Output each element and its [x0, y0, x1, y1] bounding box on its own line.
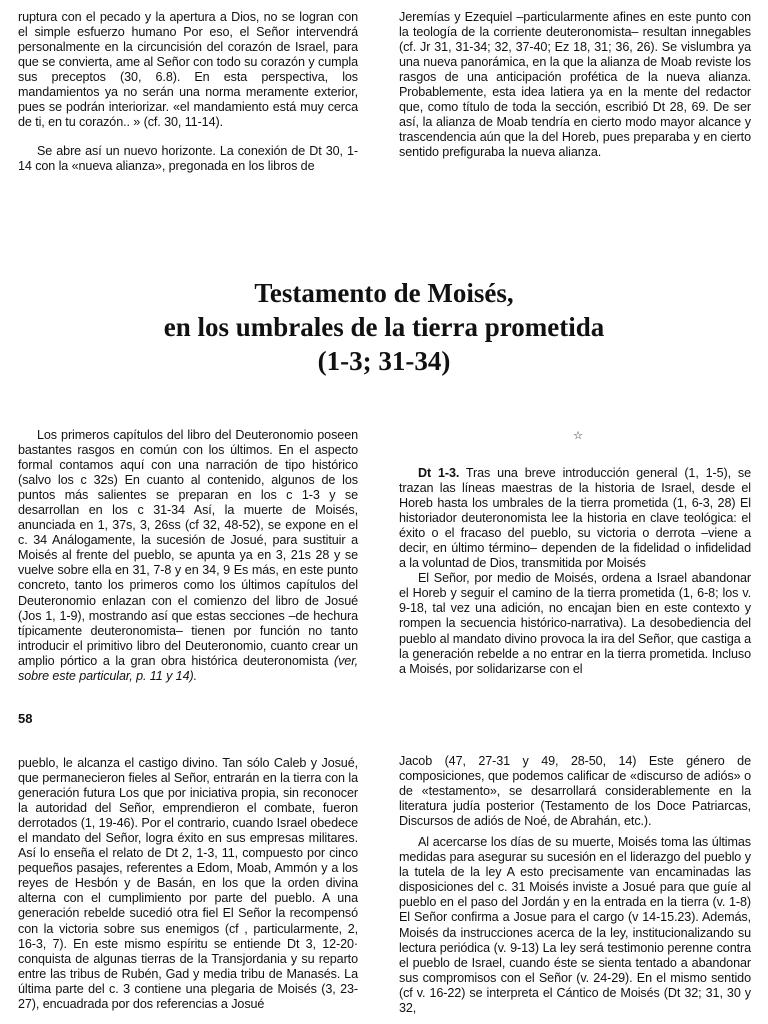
- paragraph-text: Los primeros capítulos del libro del Deuteronomio poseen bastantes rasgos en común con los últimos. En el aspecto formal contamos aquí con una narración de tipo histórico (salvo los c 32s) En cuanto al contenido, algunos de los puntos más salientes se preparan en los c 1-3 y se desarrollan en los c 31-34 Así, la muerte de Moisés, anunciada en 1, 37s, 3, 26ss (cf 32, 48-52), se expone en el c. 34 Análogamente, la sucesión de Josué, para sustituir a Moisés al frente del pueblo, se apunta ya en 3, 21s 28 y se vuelve sobre ella en 31, 7-8 y en 34, 9 Es más, en este punto concreto, tanto los primeros como los últimos capítulos del Deuteronomio enlazan con el comienzo del libro de Josué (Jos 1, 1-9), mostrando así que estas secciones –de hechura típicamente deuteronomista– tienen por función no tanto introducir el primitivo libro del Deuteronomio, cuanto crear un amplio pórtico a la gran obra histórica deuteronomista: [18, 428, 358, 668]
- lower-page: [0, 720, 768, 1024]
- body-paragraph: El Señor, por medio de Moisés, ordena a Israel abandonar el Horeb y seguir el camino de la tierra prometida (1, 6-8; los v. 9-18, tal vez una adición, no encajan bien en este contexto y rompen la secuencia histórico-narrativa). La desobediencia del pueblo al mandato divino provoca la ira del Señor, que castiga a la generación rebelde a no entrar en la tierra prometida. Incluso a Moisés, por solidarizarse con el: [399, 571, 751, 676]
- lower-right-column: [399, 754, 751, 1016]
- body-paragraph: Se abre así un nuevo horizonte. La conexión de Dt 30, 1-14 con la «nueva alianza», pregonada en los libros de: [18, 144, 358, 174]
- title-line: en los umbrales de la tierra prometida: [163, 312, 605, 342]
- title-line: (1-3; 31-34): [317, 346, 451, 376]
- passage-reference: Dt 1-3.: [418, 466, 460, 480]
- intro-right-column: [399, 466, 751, 677]
- cross-reference: (ver, sobre este particular, p. 11 y 14).: [18, 653, 358, 683]
- upper-right-column: [399, 10, 751, 160]
- body-paragraph: ruptura con el pecado y la apertura a Dios, no se logran con el simple esfuerzo humano Por eso, el Señor intervendrá personalmente en la circuncisión del corazón de Israel, para que se convierta, ame al Señor con todo su corazón y cumpla sus preceptos (30, 6.8). En esta perspectiva, los mandamientos ya no serán una norma meramente exterior, pues se podrán interiorizar. «el mandamiento está muy cerca de ti, en tu corazón.. » (cf. 30, 11-14).: [18, 10, 358, 130]
- body-paragraph: Al acercarse los días de su muerte, Moisés toma las últimas medidas para asegurar su sucesión en el liderazgo del pueblo y la tutela de la ley A esto precisamente van encaminadas las disposiciones del c. 31 Moisés inviste a Josué para que guíe al pueblo en el paso del Jordán y en la entrada en la tierra (v. 1-8) El Señor confirma a Josue para el cargo (v 14-15.23). Además, Moisés da instrucciones acerca de la ley, institucionalizando su lectura periódica (v. 9-13) La ley será testimonio perenne contra el pueblo de Israel, cuando éste se sienta tentado a abandonar sus compromisos con el Señor (v. 24-29). En el mismo sentido (cf v. 16-22) se interpreta el Cántico de Moisés (Dt 32; 31, 30 y 32,: [399, 835, 751, 1015]
- body-paragraph: Jacob (47, 27-31 y 49, 28-50, 14) Este género de composiciones, que podemos calificar de «discurso de adiós» o de «testamento», se desarrollará considerablemente en la literatura judía posterior (Testamento de los Doce Patriarcas, Discursos de adiós de Noé, de Abrahán, etc.).: [399, 754, 751, 829]
- body-paragraph: [399, 466, 751, 571]
- body-paragraph: pueblo, le alcanza el castigo divino. Tan sólo Caleb y Josué, que permanecieron fieles al Señor, entrarán en la tierra con la generación futura Los que por iniciativa propia, sin reconocer la autoridad del Señor, emprendieron el combate, fueron derrotados (1, 19-46). Por el contrario, cuando Israel obedece el mandato del Señor, logra éxito en sus empresas militares. Así lo enseña el relato de Dt 2, 1-3, 11, compuesto por cinco pequeños pasajes, referentes a Edom, Moab, Ammón y a los reyes de Hesbón y de Basán, en los que la orden divina alterna con el cumplimiento por parte del pueblo. A una generación rebelde sucedió otra fiel El Señor la recompensó con la victoria sobre sus enemigos (cf , particularmente, 2, 16-3, 7). En este mismo espíritu se entiende Dt 3, 12-20· conquista de algunas tierras de la Transjordania y su reparto entre las tribus de Rubén, Gad y media tribu de Manasés. La última parte del c. 3 contiene una plegaria de Moisés (3, 23-27), encuadrada por dos referencias a Josué: [18, 756, 358, 1011]
- intro-left-column: [18, 428, 358, 684]
- page-number: 58: [18, 711, 33, 726]
- lower-left-column: [18, 756, 358, 1012]
- upper-left-column: [18, 10, 358, 174]
- body-paragraph: Jeremías y Ezequiel –particularmente afines en este punto con la teología de la corriente deuteronomista– resultan innegables (cf. Jr 31, 31-34; 32, 37-40; Ez 18, 31; 36, 26). Se vislumbra ya una nueva panorámica, en la que la alianza de Moab reviste los rasgos de una anticipación profética de la nueva alianza. Probablemente, esta idea latiera ya en la mente del redactor que, como título de toda la sección, escribió Dt 28, 69. De ser así, la alianza de Moab tendría en cierto modo mayor alcance y trascendencia aún que la del Horeb, pues preparaba y en cierto sentido prefiguraba la nueva alianza.: [399, 10, 751, 160]
- title-line: Testamento de Moisés,: [254, 278, 514, 308]
- paragraph-text: Tras una breve introducción general (1, 1-5), se trazan las líneas maestras de la historia de Israel, desde el Horeb hasta los umbrales de la tierra prometida (1, 6-3, 28) El historiador deuteronomista lee la historia en clave teológica: el éxito o el fracaso del pueblo, su victoria o derrota –viene a decir, en último término– dependen de la fidelidad o infidelidad a la voluntad de Dios, transmitida por Moisés: [399, 466, 751, 571]
- star-ornament: ☆: [573, 429, 583, 442]
- body-paragraph: [18, 428, 358, 684]
- section-title: [0, 276, 768, 378]
